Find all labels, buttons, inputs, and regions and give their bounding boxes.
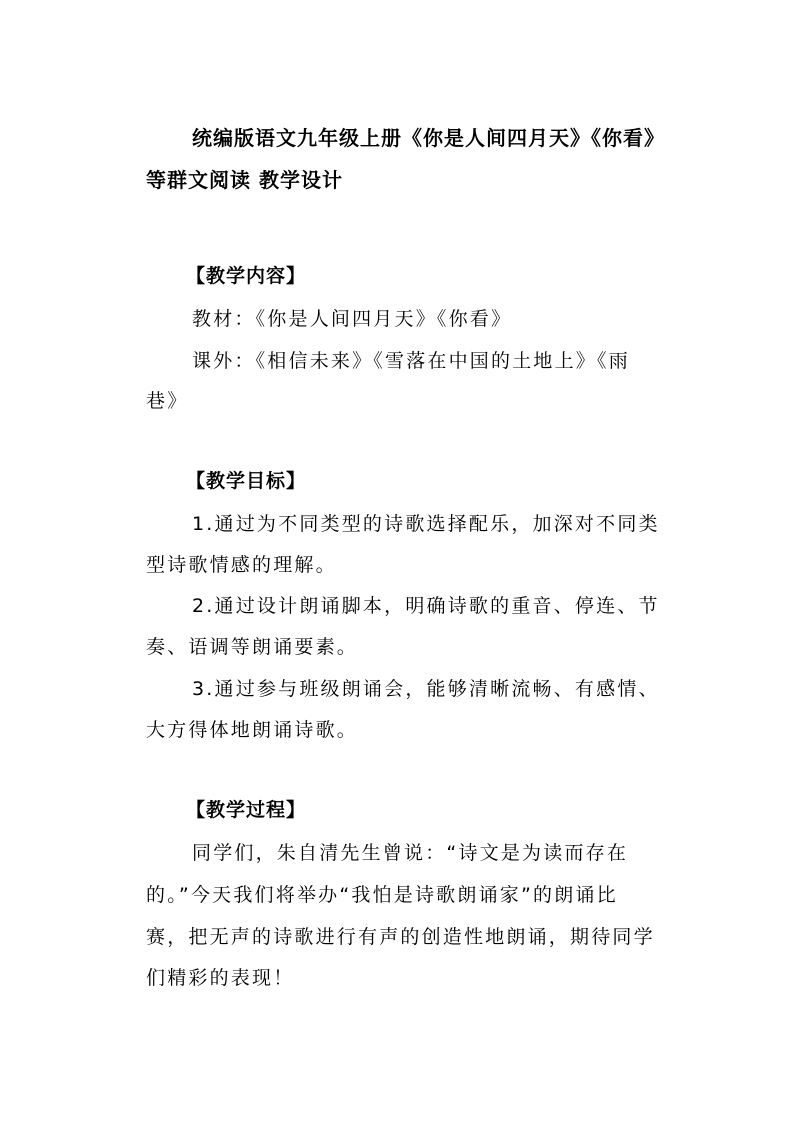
process-line-4: 们精彩的表现！	[146, 967, 295, 989]
content-line-3: 巷》	[146, 390, 189, 412]
process-line-1: 同学们，朱自清先生曾说：“诗文是为读而存在	[192, 842, 629, 864]
section-heading-process: 【教学过程】	[186, 799, 307, 821]
goals-line-3: 2.通过设计朗诵脚本，明确诗歌的重音、停连、节	[192, 595, 660, 617]
document-title-line-2: 等群文阅读 教学设计	[146, 168, 343, 192]
goals-line-5: 3.通过参与班级朗诵会，能够清晰流畅、有感情、	[192, 678, 660, 700]
goals-line-4: 奏、语调等朗诵要素。	[146, 636, 359, 658]
process-line-3: 赛，把无声的诗歌进行有声的创造性地朗诵，期待同学	[146, 926, 655, 948]
goals-line-2: 型诗歌情感的理解。	[146, 554, 337, 576]
content-line-2: 课外：《相信未来》《雪落在中国的土地上》《雨	[192, 350, 630, 372]
goals-line-1: 1.通过为不同类型的诗歌选择配乐，加深对不同类	[192, 513, 660, 535]
content-line-1: 教材：《你是人间四月天》《你看》	[192, 308, 513, 330]
section-heading-goals: 【教学目标】	[186, 470, 307, 492]
process-line-2: 的。”今天我们将举办“我怕是诗歌朗诵家”的朗诵比	[146, 884, 618, 906]
section-heading-content: 【教学内容】	[186, 265, 307, 287]
goals-line-6: 大方得体地朗诵诗歌。	[146, 719, 359, 741]
document-title-line-1: 统编版语文九年级上册《你是人间四月天》《你看》	[192, 126, 665, 150]
